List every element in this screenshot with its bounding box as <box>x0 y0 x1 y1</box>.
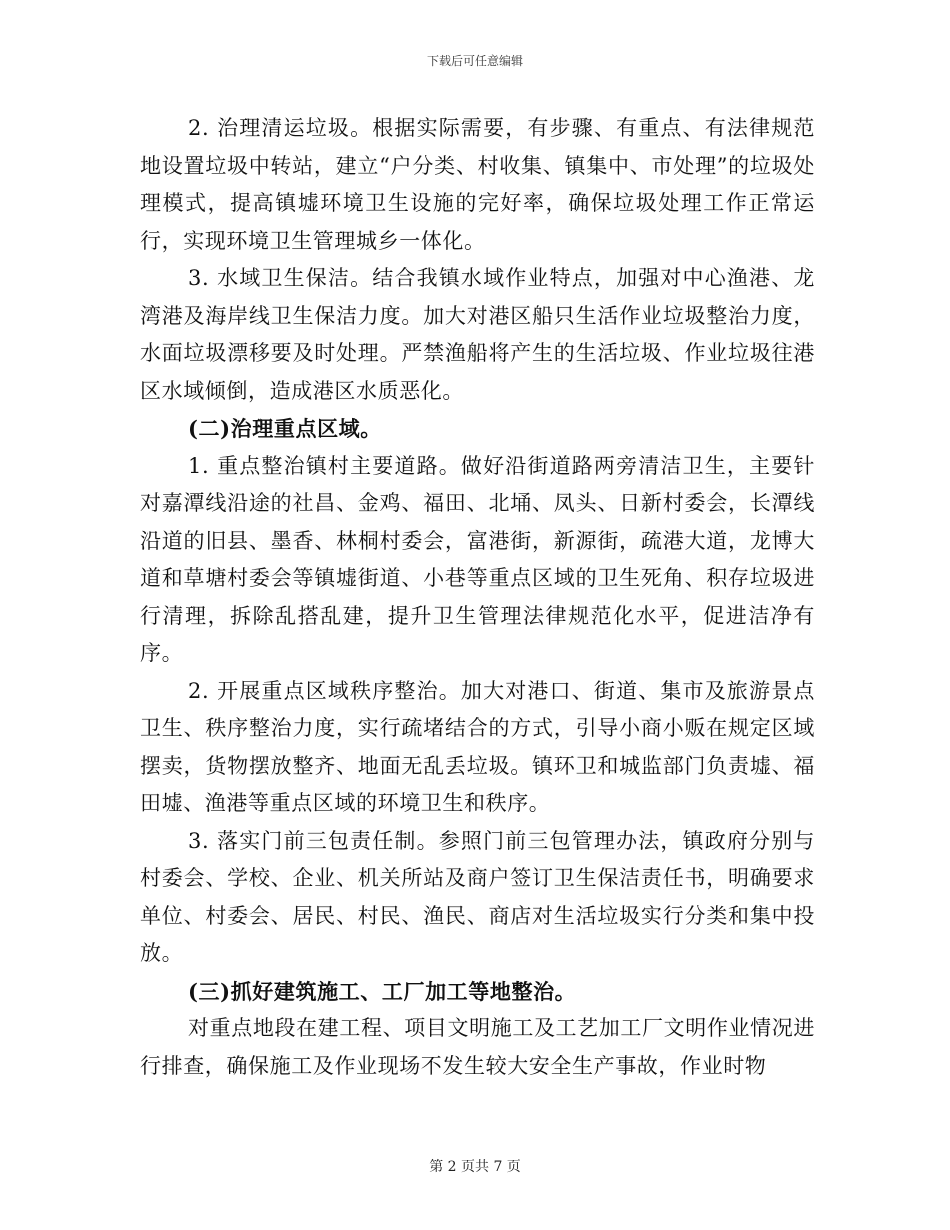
paragraph-responsibility-system: 3. 落实门前三包责任制。参照门前三包管理办法，镇政府分别与村委会、学校、企业、机关所站及商户签订卫生保洁责任书，明确要求单位、村委会、居民、村民、渔民、商店对生活垃圾实行分类和集中投放。 <box>140 828 815 965</box>
paragraph-construction-inspection: 对重点地段在建工程、项目文明施工及工艺加工厂文明作业情况进行排查，确保施工及作业现场不发生较大安全生产事故，作业时物 <box>140 1016 815 1078</box>
paragraph-water-cleaning: 3. 水域卫生保洁。结合我镇水域作业特点，加强对中心渔港、龙湾港及海岸线卫生保洁力度。加大对港区船只生活作业垃圾整治力度，水面垃圾漂移要及时处理。严禁渔船将产生的生活垃圾、作业垃圾往港区水域倾倒，造成港区水质恶化。 <box>140 266 815 403</box>
paragraph-garbage-removal: 2. 治理清运垃圾。根据实际需要，有步骤、有重点、有法律规范地设置垃圾中转站，建立“户分类、村收集、镇集中、市处理”的垃圾处理模式，提高镇墟环境卫生设施的完好率，确保垃圾处理工作正常运行，实现环境卫生管理城乡一体化。 <box>140 116 815 253</box>
page-header: 下载后可任意编辑 <box>426 54 523 68</box>
document-body <box>140 110 815 1085</box>
page-footer: 第 2 页共 7 页 <box>429 1159 521 1175</box>
paragraph-area-order: 2. 开展重点区域秩序整治。加大对港口、街道、集市及旅游景点卫生、秩序整治力度，实行疏堵结合的方式，引导小商小贩在规定区域摆卖，货物摆放整齐、地面无乱丢垃圾。镇环卫和城监部门负责墟、福田墟、渔港等重点区域的环境卫生和秩序。 <box>140 678 815 815</box>
section-heading-key-areas: (二)治理重点区域。 <box>188 416 382 441</box>
paragraph-main-roads: 1. 重点整治镇村主要道路。做好沿街道路两旁清洁卫生，主要针对嘉潭线沿途的社昌、金鸡、福田、北埇、凤头、日新村委会，长潭线沿道的旧县、墨香、林桐村委会，富港街，新源街，疏港大道，龙博大道和草塘村委会等镇墟街道、小巷等重点区域的卫生死角、积存垃圾进行清理，拆除乱搭乱建，提升卫生管理法律规范化水平，促进洁净有序。 <box>140 453 815 665</box>
section-heading-construction: (三)抓好建筑施工、工厂加工等地整治。 <box>188 978 577 1004</box>
